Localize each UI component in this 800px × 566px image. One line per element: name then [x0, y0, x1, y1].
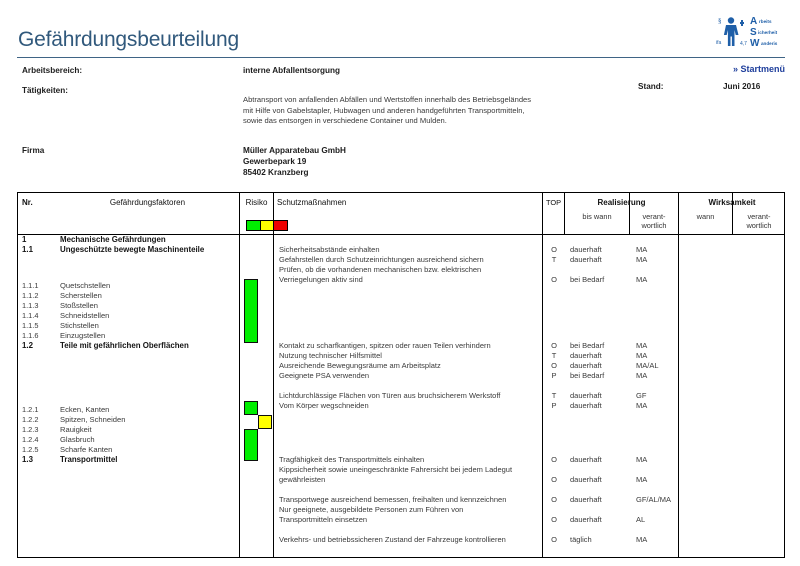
top-code: O — [551, 245, 557, 254]
realisierung-bis-wann: dauerhaft — [570, 401, 602, 410]
row-number: 1.2.3 — [22, 425, 39, 434]
header-realisierung: Realisierung — [597, 198, 646, 207]
hazard-factor: Rauigkeit — [60, 425, 92, 434]
protective-measure: Gefahrstellen durch Schutzeinrichtungen ausreichend sichern — [279, 255, 484, 264]
page-title: Gefährdungsbeurteilung — [18, 28, 239, 51]
hazard-factor: Schneidstellen — [60, 311, 110, 320]
protective-measure: Sicherheitsabstände einhalten — [279, 245, 380, 254]
header-risiko: Risiko — [245, 198, 268, 207]
top-code: O — [551, 495, 557, 504]
risk-indicator — [244, 279, 258, 343]
top-code: O — [551, 475, 557, 484]
header-realisierung-bis-wann: bis wann — [582, 212, 612, 221]
row-number: 1.3 — [22, 455, 33, 464]
risk-legend-high — [274, 221, 287, 230]
taetigkeiten-label: Tätigkeiten: — [22, 86, 68, 95]
header-schutzmassnahmen: Schutzmaßnahmen — [277, 198, 347, 207]
hazard-factor: Ungeschützte bewegte Maschinenteile — [60, 245, 205, 254]
table-body — [18, 235, 784, 557]
header-wirksamkeit-verantwortlich-2: wortlich — [746, 221, 772, 230]
stand-label: Stand: — [638, 82, 664, 91]
realisierung-bis-wann: dauerhaft — [570, 515, 602, 524]
row-number: 1.2 — [22, 341, 33, 350]
realisierung-bis-wann: bei Bedarf — [570, 275, 605, 284]
header-wirksamkeit-verantwortlich-1: verant- — [747, 212, 771, 221]
realisierung-bis-wann: bei Bedarf — [570, 371, 605, 380]
top-code: O — [551, 361, 557, 370]
asw-logo — [706, 14, 788, 48]
realisierung-verantwortlich: MA — [636, 371, 648, 380]
svg-text:W: W — [750, 38, 760, 48]
realisierung-bis-wann: täglich — [570, 535, 592, 544]
top-code: O — [551, 515, 557, 524]
hazard-factor: Transportmittel — [60, 455, 118, 464]
header-realisierung-verantwortlich-2: wortlich — [641, 221, 667, 230]
protective-measure: Kippsicherheit sowie uneingeschränkte Fahrersicht bei jedem Ladegut — [279, 465, 513, 474]
startmenu-link[interactable]: » Startmenü — [732, 64, 785, 74]
svg-text:§: § — [718, 17, 722, 25]
title-divider — [17, 57, 785, 58]
hazard-factor: Spitzen, Schneiden — [60, 415, 126, 424]
risk-legend-low — [247, 221, 261, 230]
svg-text:4,7: 4,7 — [740, 41, 747, 47]
protective-measure: Geeignete PSA verwenden — [279, 371, 370, 380]
realisierung-verantwortlich: MA — [636, 351, 648, 360]
hazard-factor: Quetschstellen — [60, 281, 111, 290]
hazard-factor: Stoßstellen — [60, 301, 98, 310]
realisierung-verantwortlich: MA — [636, 255, 648, 264]
row-number: 1.2.1 — [22, 405, 39, 414]
risk-indicator — [258, 415, 272, 429]
realisierung-verantwortlich: MA — [636, 475, 648, 484]
header-top: TOP — [545, 198, 562, 207]
header-nr: Nr. — [22, 198, 33, 207]
realisierung-verantwortlich: MA — [636, 275, 648, 284]
realisierung-verantwortlich: MA — [636, 455, 648, 464]
risk-legend — [246, 220, 288, 231]
protective-measure: Transportwege ausreichend bemessen, freihalten und kennzeichnen — [279, 495, 507, 504]
protective-measure: Nur geeignete, ausgebildete Personen zum Führen von — [279, 505, 464, 514]
realisierung-bis-wann: dauerhaft — [570, 245, 602, 254]
header-wirksamkeit-wann: wann — [696, 212, 715, 221]
header-gefaehrdungsfaktoren: Gefährdungsfaktoren — [109, 198, 186, 207]
hazard-factor: Teile mit gefährlichen Oberflächen — [60, 341, 189, 350]
realisierung-verantwortlich: MA — [636, 401, 648, 410]
realisierung-bis-wann: dauerhaft — [570, 361, 602, 370]
firma-street: Gewerbepark 19 — [243, 157, 307, 166]
protective-measure: Kontakt zu scharfkantigen, spitzen oder rauen Teilen verhindern — [279, 341, 491, 350]
hazard-assessment-table — [17, 192, 785, 558]
stand-value: Juni 2016 — [723, 82, 761, 91]
hazard-factor: Ecken, Kanten — [60, 405, 110, 414]
realisierung-bis-wann: dauerhaft — [570, 255, 602, 264]
firma-name: Müller Apparatebau GmbH — [243, 146, 346, 155]
protective-measure: Verriegelungen aktiv sind — [279, 275, 363, 284]
svg-text:ifa: ifa — [716, 40, 722, 46]
realisierung-verantwortlich: GF — [636, 391, 647, 400]
top-code: O — [551, 341, 557, 350]
hazard-factor: Scherstellen — [60, 291, 102, 300]
hazard-factor: Glasbruch — [60, 435, 95, 444]
protective-measure: Verkehrs- und betriebssicheren Zustand der Fahrzeuge kontrollieren — [279, 535, 506, 544]
hazard-factor: Stichstellen — [60, 321, 99, 330]
hazard-factor: Mechanische Gefährdungen — [60, 235, 166, 244]
realisierung-verantwortlich: MA/AL — [636, 361, 659, 370]
row-number: 1 — [22, 235, 27, 244]
top-code: P — [551, 371, 557, 380]
realisierung-bis-wann: bei Bedarf — [570, 341, 605, 350]
svg-text:A: A — [750, 16, 758, 27]
realisierung-verantwortlich: MA — [636, 341, 648, 350]
protective-measure: Ausreichende Bewegungsräume am Arbeitsplatz — [279, 361, 441, 370]
realisierung-bis-wann: dauerhaft — [570, 351, 602, 360]
firma-label: Firma — [22, 146, 45, 155]
realisierung-bis-wann: dauerhaft — [570, 475, 602, 484]
realisierung-verantwortlich: MA — [636, 535, 648, 544]
row-number: 1.1.5 — [22, 321, 39, 330]
svg-text:icherheit: icherheit — [758, 30, 778, 35]
top-code: T — [551, 255, 557, 264]
realisierung-bis-wann: dauerhaft — [570, 495, 602, 504]
row-number: 1.2.2 — [22, 415, 39, 424]
top-code: O — [551, 535, 557, 544]
protective-measure: Vom Körper wegschneiden — [279, 401, 369, 410]
row-number: 1.2.4 — [22, 435, 39, 444]
top-code: T — [551, 351, 557, 360]
hazard-factor: Scharfe Kanten — [60, 445, 113, 454]
realisierung-bis-wann: dauerhaft — [570, 455, 602, 464]
risk-indicator — [244, 429, 258, 461]
svg-text:rbeits: rbeits — [759, 19, 772, 24]
top-code: O — [551, 275, 557, 284]
protective-measure: Tragfähigkeit des Transportmittels einhalten — [279, 455, 425, 464]
svg-text:anderis: anderis — [761, 41, 778, 46]
realisierung-verantwortlich: AL — [636, 515, 646, 524]
arbeitsbereich-label: Arbeitsbereich: — [22, 66, 83, 75]
protective-measure: Lichtdurchlässige Flächen von Türen aus bruchsicherem Werkstoff — [279, 391, 501, 400]
arbeitsbereich-value: interne Abfallentsorgung — [243, 66, 341, 75]
realisierung-verantwortlich: MA — [636, 245, 648, 254]
protective-measure: Transportmitteln einsetzen — [279, 515, 368, 524]
header-realisierung-verantwortlich-1: verant- — [642, 212, 666, 221]
hazard-factor: Einzugstellen — [60, 331, 106, 340]
top-code: P — [551, 401, 557, 410]
top-code: O — [551, 455, 557, 464]
realisierung-verantwortlich: GF/AL/MA — [636, 495, 672, 504]
svg-text:S: S — [750, 27, 757, 38]
risk-legend-medium — [261, 221, 275, 230]
row-number: 1.2.5 — [22, 445, 39, 454]
row-number: 1.1.2 — [22, 291, 39, 300]
firma-city: 85402 Kranzberg — [243, 168, 309, 177]
top-code: T — [551, 391, 557, 400]
table-header-row — [18, 193, 784, 235]
row-number: 1.1.3 — [22, 301, 39, 310]
row-number: 1.1.4 — [22, 311, 39, 320]
risk-indicator — [244, 401, 258, 415]
realisierung-bis-wann: dauerhaft — [570, 391, 602, 400]
row-number: 1.1 — [22, 245, 33, 254]
row-number: 1.1.6 — [22, 331, 39, 340]
row-number: 1.1.1 — [22, 281, 39, 290]
protective-measure: gewährleisten — [279, 475, 326, 484]
protective-measure: Nutzung technischer Hilfsmittel — [279, 351, 382, 360]
taetigkeiten-value: Abtransport von anfallenden Abfällen und Wertstoffen innerhalb des Betriebsgeländes mit Hilfe von Gabelstapler, Hubwagen und anderen handgeführten Transportmitteln, sowie das entsorgen in verschiedene Container und Mulden. — [243, 95, 532, 126]
protective-measure: Prüfen, ob die vorhandenen mechanischen bzw. elektrischen — [279, 265, 482, 274]
header-wirksamkeit: Wirksamkeit — [708, 198, 756, 207]
